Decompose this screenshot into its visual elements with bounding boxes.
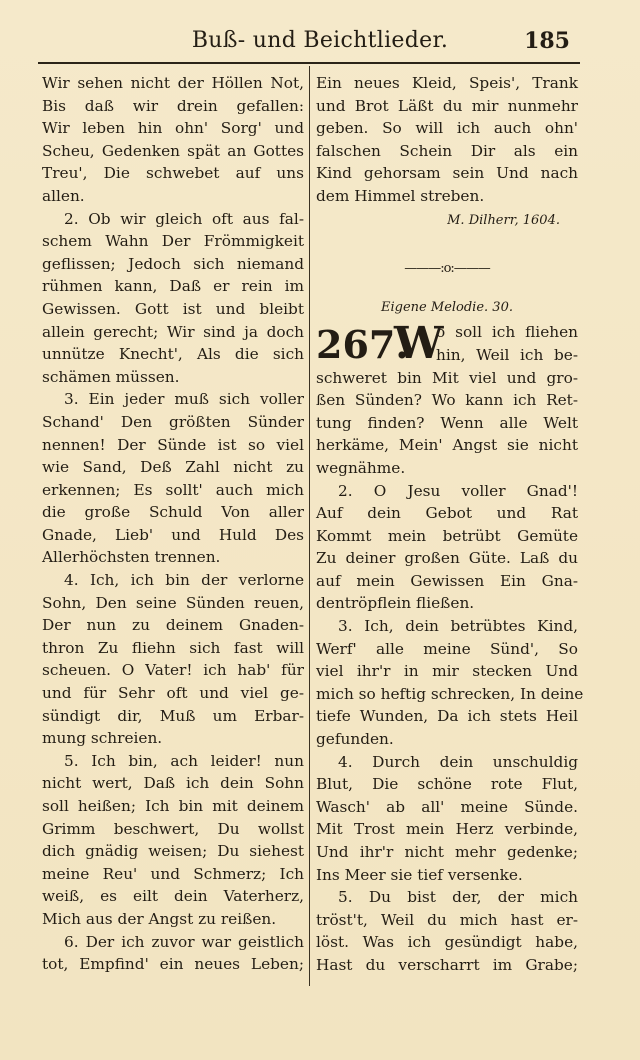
verse-start: 6. Der ich zuvor war geistlich <box>64 932 304 951</box>
right-column <box>316 72 584 977</box>
text-line: dem Himmel streben. <box>316 186 485 205</box>
text-line: Wir sehen nicht der Höllen Not, <box>42 74 304 92</box>
text-line: schämen müssen. <box>42 367 180 386</box>
melody-note: Eigene Melodie. 30. <box>381 299 513 315</box>
verse-start: 2. Ob wir gleich oft aus fal- <box>64 209 304 228</box>
hymn-author: M. Dilherr, 1604. <box>447 212 560 228</box>
text-line: Grimm beschwert, Du wollst <box>42 819 304 838</box>
page-header <box>40 26 600 60</box>
text-line: Schand' Den größten Sünder <box>42 412 304 431</box>
text-line: geben. So will ich auch ohn' <box>316 119 578 138</box>
text-line: Mich aus der Angst zu reißen. <box>42 909 277 928</box>
drop-initial: W <box>394 318 444 370</box>
text-line: tröst't, Weil du mich hast er- <box>316 910 578 929</box>
text-line: löst. Was ich gesündigt habe, <box>316 933 578 952</box>
text-line: geflissen; Jedoch sich niemand <box>42 254 304 273</box>
text-line: tiefe Wunden, Da ich stets Heil <box>316 707 578 726</box>
text-line: und Brot Läßt du mir nunmehr <box>316 96 578 115</box>
text-line: Ein neues Kleid, Speis', Trank <box>316 74 578 92</box>
verse-start: 3. Ich, dein betrübtes Kind, <box>338 617 578 636</box>
text-line: Der nun zu deinem Gnaden- <box>42 616 304 635</box>
section-separator: ———:o:——— <box>404 261 490 277</box>
text-line: nennen! Der Sünde ist so viel <box>42 435 304 454</box>
text-line: Treu', Die schwebet auf uns <box>42 164 304 183</box>
text-line: Zu deiner großen Güte. Laß du <box>316 549 578 568</box>
text-line: Gnade, Lieb' und Huld Des <box>42 525 304 544</box>
text-line: tung finden? Wenn alle Welt <box>316 413 578 432</box>
text-line: wegnähme. <box>316 458 406 477</box>
text-line: auf mein Gewissen Ein Gna- <box>316 571 578 590</box>
text-line: o soll ich fliehen <box>436 323 578 342</box>
text-line: Auf dein Gebot und Rat <box>316 504 578 523</box>
text-line: weiß, es eilt dein Vaterherz, <box>42 887 304 906</box>
text-line: unnütze Knecht', Als die sich <box>42 345 304 364</box>
text-line: Bis daß wir drein gefallen: <box>42 96 304 115</box>
text-line: nicht wert, Daß ich dein Sohn <box>42 774 304 793</box>
text-line: schweret bin Mit viel und gro- <box>316 368 578 387</box>
text-line: sündigt dir, Muß um Erbar- <box>42 706 304 725</box>
text-line: Und ihr'r nicht mehr gedenke; <box>316 843 578 861</box>
text-line: Kommt mein betrübt Gemüte <box>316 526 578 545</box>
text-line: herkäme, Mein' Angst sie nicht <box>316 436 578 455</box>
text-line: erkennen; Es sollt' auch mich <box>42 480 304 499</box>
text-line: viel ihr'r in mir stecken Und <box>316 662 578 681</box>
text-line: Hast du verscharrt im Grabe; <box>316 955 578 974</box>
verse-start: 4. Durch dein unschuldig <box>338 752 578 771</box>
text-line: Sohn, Den seine Sünden reuen, <box>42 593 304 612</box>
text-line: Wasch' ab all' meine Sünde. <box>316 797 578 816</box>
text-line: allein gerecht; Wir sind ja doch <box>42 322 304 341</box>
text-line: soll heißen; Ich bin mit deinem <box>42 797 304 815</box>
left-column <box>42 72 304 976</box>
text-line: gefunden. <box>316 730 394 749</box>
text-line: wie Sand, Deß Zahl nicht zu <box>42 458 304 477</box>
text-line: allen. <box>42 186 85 205</box>
header-rule <box>38 62 580 64</box>
text-line: schem Wahn Der Frömmigkeit <box>42 232 304 251</box>
text-line: rühmen kann, Daß er rein im <box>42 277 304 296</box>
text-line: tot, Empfind' ein neues Leben; <box>42 955 304 974</box>
text-line: dentröpflein fließen. <box>316 594 475 613</box>
text-line: Werf' alle meine Sünd', So <box>316 639 578 658</box>
verse-start: 5. Du bist der, der mich <box>338 888 578 907</box>
text-line: falschen Schein Dir als ein <box>316 141 578 160</box>
text-line: hin, Weil ich be- <box>436 345 578 364</box>
text-line: Gewissen. Gott ist und bleibt <box>42 299 304 318</box>
text-line: Mit Trost mein Herz verbinde, <box>316 820 578 839</box>
hymn-number: 267. <box>316 322 409 368</box>
verse-start: 5. Ich bin, ach leider! nun <box>64 751 304 770</box>
text-line: scheuen. O Vater! ich hab' für <box>42 661 304 680</box>
text-line: mich so heftig schrecken, In deine <box>316 684 584 703</box>
running-title: Buß- und Beichtlieder. <box>191 28 449 53</box>
text-line: meine Reu' und Schmerz; Ich <box>42 864 304 883</box>
verse-start: 2. O Jesu voller Gnad'! <box>338 481 578 500</box>
text-line: Allerhöchsten trennen. <box>42 548 221 567</box>
hymn-267 <box>316 318 578 370</box>
verse-start: 4. Ich, ich bin der verlorne <box>64 571 304 590</box>
text-line: dich gnädig weisen; Du siehest <box>42 842 304 861</box>
page-number: 185 <box>524 28 570 54</box>
text-line: thron Zu fliehn sich fast will <box>42 638 304 657</box>
text-line: Ins Meer sie tief versenke. <box>316 865 523 884</box>
text-line: Wir leben hin ohn' Sorg' und <box>42 119 304 138</box>
text-line: Kind gehorsam sein Und nach <box>316 164 578 183</box>
text-line: und für Sehr oft und viel ge- <box>42 684 304 703</box>
text-line: mung schreien. <box>42 729 163 748</box>
verse-start: 3. Ein jeder muß sich voller <box>64 390 304 409</box>
column-divider <box>309 66 310 986</box>
text-line: ßen Sünden? Wo kann ich Ret- <box>316 391 578 410</box>
text-line: Blut, Die schöne rote Flut, <box>316 775 578 794</box>
text-line: die große Schuld Von aller <box>42 503 304 522</box>
text-line: Scheu, Gedenken spät an Gottes <box>42 141 304 160</box>
